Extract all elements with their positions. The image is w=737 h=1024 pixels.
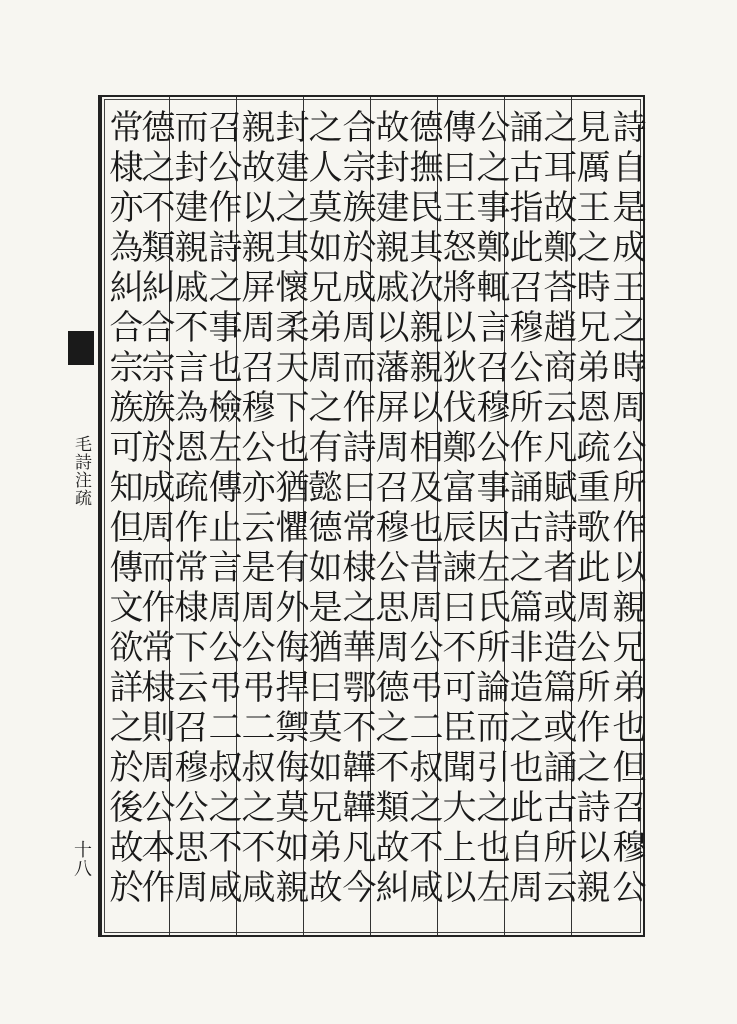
text-column: 而封建親戚不言為恩疏作常棣下云召穆公思周 bbox=[168, 109, 208, 909]
page-margin-strip bbox=[64, 95, 100, 937]
text-column: 公之事鄭輒言召穆公事因左氏所論而引之也左 bbox=[470, 109, 510, 909]
text-column: 親故以親屏周召穆公亦云是周公弔二叔之不咸 bbox=[235, 109, 275, 909]
text-column: 召公作詩之事也檢左傳止言周公弔二叔之不咸 bbox=[202, 109, 242, 909]
text-column: 封建之其懷柔天下也猶懼有外侮捍禦侮莫如親 bbox=[269, 109, 309, 909]
text-column: 合宗族於成周而作詩曰常棣之華鄂不韡韡凡今 bbox=[336, 109, 376, 909]
text-column: 常棣亦為糾合宗族可知但傳文欲詳之於後故於 bbox=[103, 109, 143, 909]
text-column: 見厲王之時兄弟恩疏重歌此周公所作之詩以親 bbox=[570, 109, 610, 909]
text-column: 傳曰王怒將以狄伐鄭富辰諫曰不可臣聞大上以 bbox=[436, 109, 476, 909]
text-column: 詩自是成王之時周公所作以親兄弟也但召穆公 bbox=[606, 109, 646, 909]
text-column: 誦古指此召穆公所作誦古之篇非造之也此自周 bbox=[503, 109, 543, 909]
leaf-number: 十八 bbox=[71, 840, 92, 878]
fishtail-mark bbox=[68, 331, 94, 365]
text-column: 之人莫如兄弟周之有懿德如是猶曰莫如兄弟故 bbox=[302, 109, 342, 909]
text-column: 之耳故鄭荅趙商云凡賦詩者或造篇或誦古所云 bbox=[537, 109, 577, 909]
book-name: 毛詩注疏 bbox=[71, 435, 91, 507]
text-frame bbox=[100, 95, 645, 937]
text-column: 故封建親戚以藩屏周召穆公思周德之不類故糾 bbox=[369, 109, 409, 909]
text-column: 德之不類糾合宗族於成周而作常棣則周公本作 bbox=[135, 109, 175, 909]
text-column: 德撫民其次親親以相及也昔周公弔二叔之不咸 bbox=[403, 109, 443, 909]
